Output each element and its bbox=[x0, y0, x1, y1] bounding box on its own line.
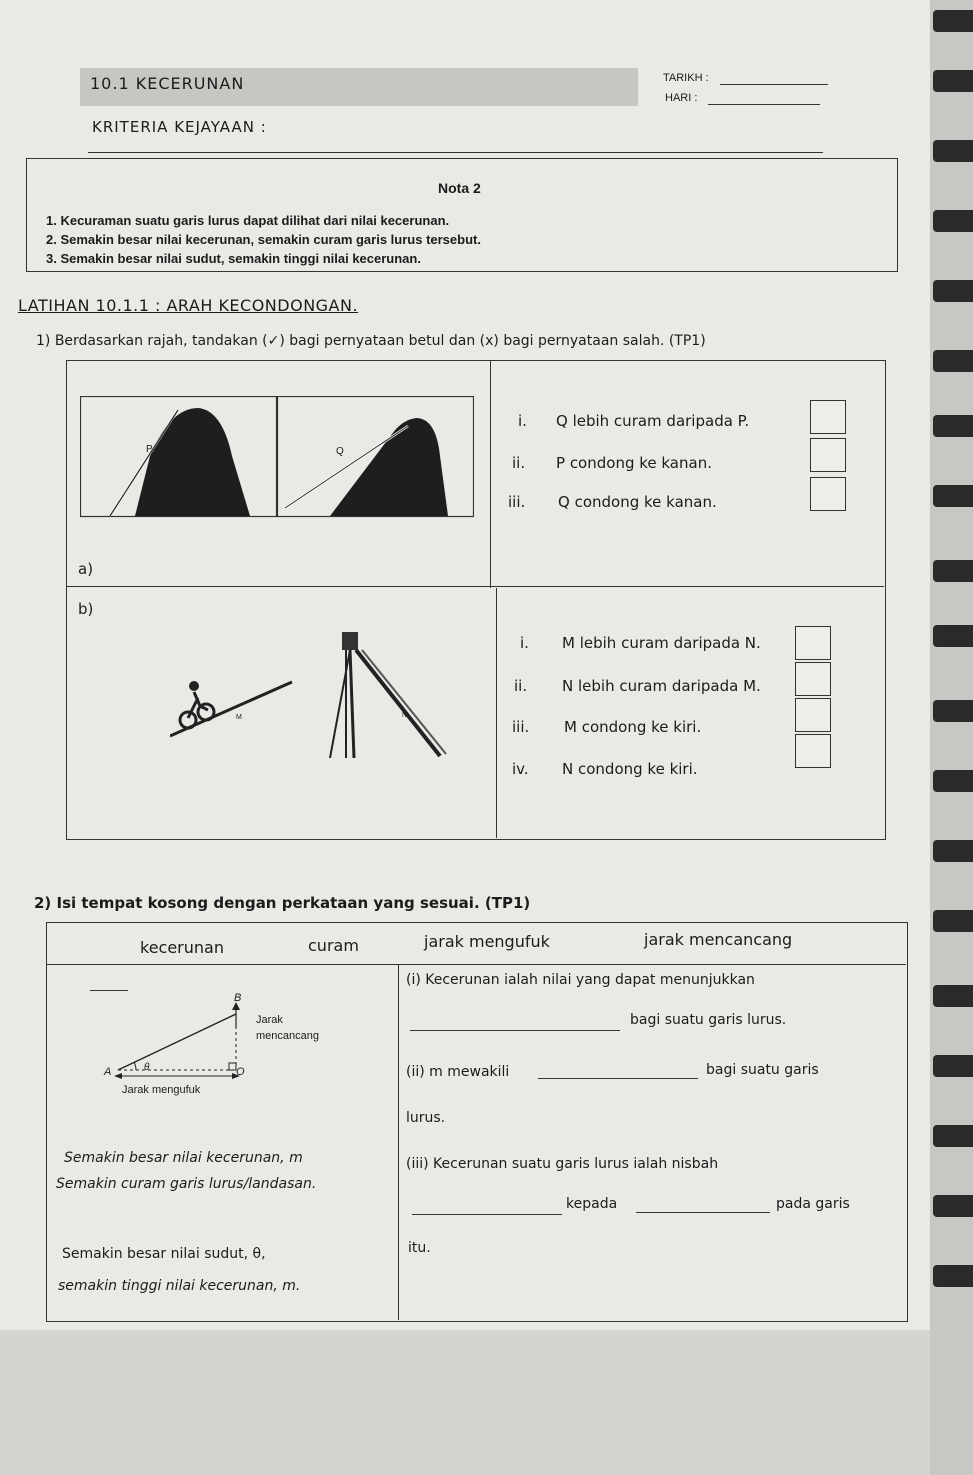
spiral-ring bbox=[933, 625, 973, 647]
slope-n-line bbox=[356, 650, 440, 756]
slopes-figure-b bbox=[170, 630, 460, 760]
nota-item: 3. Semakin besar nilai sudut, semakin tinggi nilai kecerunan. bbox=[46, 251, 421, 266]
label-p: P bbox=[146, 444, 153, 455]
spiral-ring bbox=[933, 910, 973, 932]
hari-line bbox=[708, 104, 820, 105]
jarak-mengufuk-label: Jarak mengufuk bbox=[122, 1084, 201, 1096]
spiral-ring bbox=[933, 140, 973, 162]
spiral-ring bbox=[933, 560, 973, 582]
bicycle-wheel bbox=[180, 712, 196, 728]
spiral-ring bbox=[933, 70, 973, 92]
blank-line[interactable] bbox=[412, 1214, 562, 1215]
left-note: Semakin besar nilai kecerunan, m bbox=[64, 1150, 303, 1166]
left-note: Semakin curam garis lurus/landasan. bbox=[56, 1176, 317, 1192]
statement-number: ii. bbox=[514, 677, 528, 695]
jarak-mencancang-label: mencancang bbox=[256, 1030, 319, 1042]
fill-item-ii: lurus. bbox=[406, 1110, 446, 1126]
slopes-figure-a bbox=[80, 396, 474, 518]
slide-ladder bbox=[350, 650, 354, 758]
label-q: Q bbox=[336, 446, 344, 457]
answer-checkbox[interactable] bbox=[795, 734, 831, 768]
slope-n-line bbox=[362, 650, 446, 754]
label-n: N bbox=[402, 712, 408, 719]
kriteria-line bbox=[88, 152, 823, 153]
statement-text: M lebih curam daripada N. bbox=[562, 634, 761, 652]
statement-number: i. bbox=[518, 412, 527, 430]
spiral-ring bbox=[933, 350, 973, 372]
statement-text: N condong ke kiri. bbox=[562, 760, 698, 778]
hypotenuse-line bbox=[118, 1014, 236, 1070]
spiral-ring bbox=[933, 1125, 973, 1147]
q1b-label: b) bbox=[78, 600, 94, 618]
spiral-ring bbox=[933, 485, 973, 507]
statement-text: N lebih curam daripada M. bbox=[562, 677, 761, 695]
angle-arc bbox=[134, 1062, 136, 1070]
chapter-title: 10.1 KECERUNAN bbox=[90, 74, 245, 93]
word-bank-item: kecerunan bbox=[140, 938, 224, 957]
statement-number: i. bbox=[520, 634, 529, 652]
fill-item-iii: itu. bbox=[408, 1240, 431, 1256]
word-bank-item: jarak mencancang bbox=[644, 930, 793, 949]
spiral-ring bbox=[933, 840, 973, 862]
spiral-ring bbox=[933, 985, 973, 1007]
blank-line[interactable] bbox=[410, 1030, 620, 1031]
page-bottom-shadow bbox=[0, 1330, 930, 1475]
statement-text: M condong ke kiri. bbox=[564, 718, 702, 736]
cyclist-head bbox=[189, 681, 199, 691]
fill-item-ii: (ii) m mewakili bbox=[406, 1064, 510, 1080]
fill-item-i: bagi suatu garis lurus. bbox=[630, 1012, 787, 1028]
tarikh-line bbox=[720, 84, 828, 85]
point-b-label: B bbox=[234, 992, 242, 1004]
word-bank-item: jarak mengufuk bbox=[424, 932, 550, 951]
answer-checkbox[interactable] bbox=[810, 400, 846, 434]
hill-left bbox=[135, 408, 250, 516]
left-note: Semakin besar nilai sudut, θ, bbox=[62, 1246, 266, 1262]
nota-item: 1. Kecuraman suatu garis lurus dapat dilihat dari nilai kecerunan. bbox=[46, 213, 450, 228]
fill-item-iii: pada garis bbox=[776, 1196, 850, 1212]
q1-divider bbox=[496, 588, 497, 838]
short-dash bbox=[90, 990, 128, 991]
slide-top bbox=[342, 632, 358, 650]
q1-divider bbox=[490, 360, 491, 588]
answer-checkbox[interactable] bbox=[795, 626, 831, 660]
blank-line[interactable] bbox=[538, 1078, 698, 1079]
q1-row-divider bbox=[66, 586, 884, 587]
statement-number: iii. bbox=[508, 493, 526, 511]
point-a-label: A bbox=[104, 1066, 112, 1078]
answer-checkbox[interactable] bbox=[795, 698, 831, 732]
answer-checkbox[interactable] bbox=[810, 477, 846, 511]
fill-item-iii: (iii) Kecerunan suatu garis lurus ialah nisbah bbox=[406, 1156, 719, 1172]
nota-item: 2. Semakin besar nilai kecerunan, semakin curam garis lurus tersebut. bbox=[46, 232, 481, 247]
q2-prompt: 2) Isi tempat kosong dengan perkataan yang sesuai. (TP1) bbox=[34, 894, 531, 912]
left-note: semakin tinggi nilai kecerunan, m. bbox=[58, 1278, 301, 1294]
word-bank-item: curam bbox=[308, 936, 359, 955]
spiral-ring bbox=[933, 770, 973, 792]
theta-label: θ bbox=[144, 1062, 150, 1073]
word-bank-divider bbox=[46, 964, 906, 965]
kriteria-label: KRITERIA KEJAYAAN : bbox=[92, 118, 267, 136]
nota-title: Nota 2 bbox=[438, 180, 481, 196]
statement-text: P condong ke kanan. bbox=[556, 454, 712, 472]
statement-text: Q condong ke kanan. bbox=[558, 493, 717, 511]
point-o-label: O bbox=[236, 1066, 245, 1078]
q1a-label: a) bbox=[78, 560, 94, 578]
latihan-title: LATIHAN 10.1.1 : ARAH KECONDONGAN. bbox=[18, 296, 359, 315]
fill-item-ii: bagi suatu garis bbox=[706, 1062, 819, 1078]
spiral-ring bbox=[933, 280, 973, 302]
statement-number: ii. bbox=[512, 454, 526, 472]
arrow-head bbox=[114, 1073, 122, 1079]
statement-text: Q lebih curam daripada P. bbox=[556, 412, 750, 430]
blank-line[interactable] bbox=[636, 1212, 770, 1213]
spiral-ring bbox=[933, 210, 973, 232]
fill-item-iii: kepada bbox=[566, 1196, 618, 1212]
tarikh-label: TARIKH : bbox=[663, 72, 709, 84]
spiral-ring bbox=[933, 1195, 973, 1217]
hari-label: HARI : bbox=[665, 92, 698, 104]
right-angle-mark bbox=[229, 1063, 236, 1070]
fill-item-i: (i) Kecerunan ialah nilai yang dapat menunjukkan bbox=[406, 972, 755, 988]
spiral-ring bbox=[933, 10, 973, 32]
statement-number: iv. bbox=[512, 760, 529, 778]
spiral-ring bbox=[933, 1265, 973, 1287]
label-m: M bbox=[236, 714, 242, 721]
answer-checkbox[interactable] bbox=[810, 438, 846, 472]
jarak-mencancang-label: Jarak bbox=[256, 1014, 283, 1026]
notebook-spiral bbox=[930, 0, 973, 1475]
spiral-ring bbox=[933, 415, 973, 437]
q2-column-divider bbox=[398, 964, 399, 1320]
spiral-ring bbox=[933, 700, 973, 722]
statement-number: iii. bbox=[512, 718, 530, 736]
q1-prompt: 1) Berdasarkan rajah, tandakan (✓) bagi pernyataan betul dan (x) bagi pernyataan salah. (TP1) bbox=[36, 333, 706, 349]
answer-checkbox[interactable] bbox=[795, 662, 831, 696]
spiral-ring bbox=[933, 1055, 973, 1077]
